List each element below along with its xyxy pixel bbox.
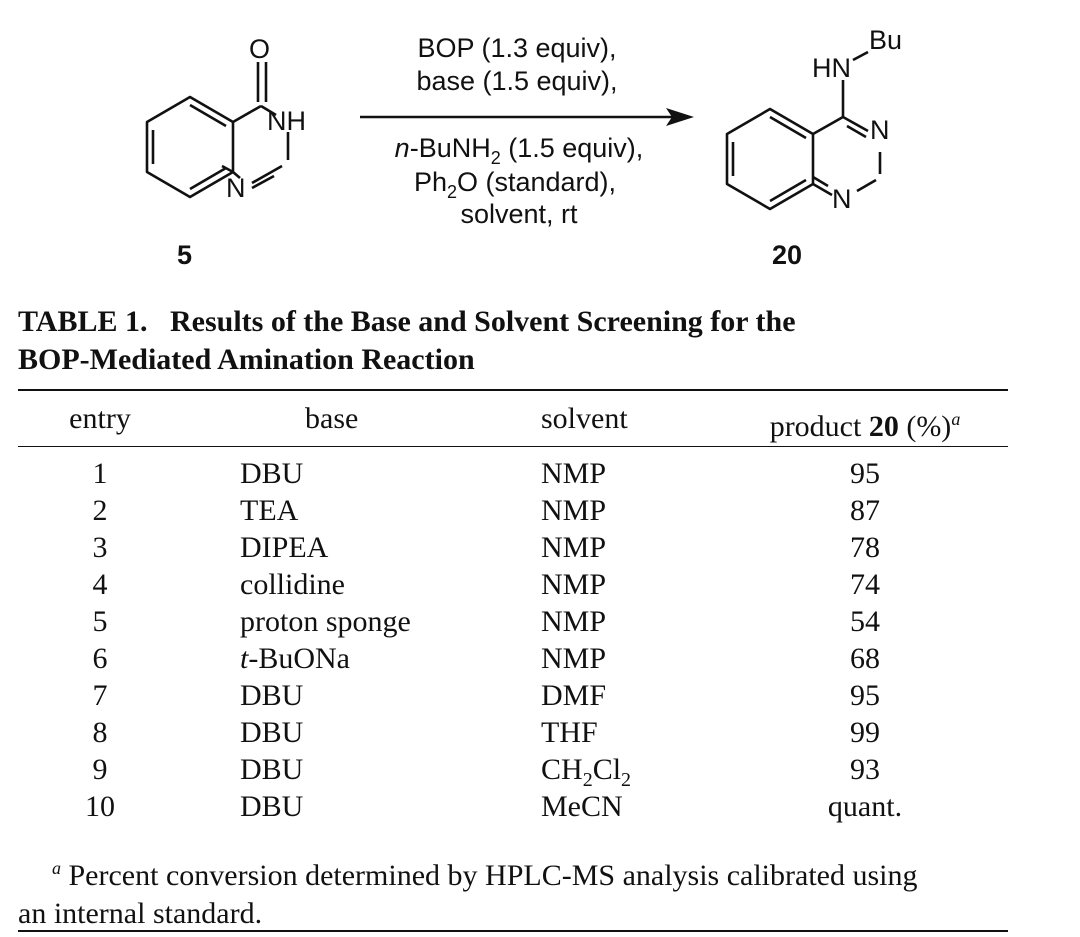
- header-entry: entry: [69, 402, 131, 435]
- header-base: base: [305, 402, 359, 435]
- header-solvent: solvent: [541, 402, 628, 435]
- reactant-label: 5: [177, 240, 193, 270]
- cell-entry: 10: [85, 790, 115, 823]
- table-row: [0, 640, 1080, 677]
- condition-line-5: solvent, rt: [460, 199, 578, 229]
- cell-base: collidine: [240, 568, 345, 601]
- cell-product: 95: [850, 679, 880, 712]
- cell-solvent: MeCN: [541, 790, 623, 823]
- table-row: [0, 603, 1080, 640]
- product-atom-n1: N: [832, 184, 852, 214]
- condition-line-3: n-BuNH$_2$ (1.5 equiv),: [394, 133, 644, 168]
- cell-solvent: NMP: [541, 531, 607, 564]
- table-title-line-2: BOP-Mediated Amination Reaction: [18, 343, 475, 376]
- product-atom-hn: HN: [812, 53, 851, 83]
- product-label: 20: [772, 240, 803, 270]
- cell-product: 87: [850, 494, 880, 527]
- table-row: [0, 677, 1080, 714]
- cell-solvent: NMP: [541, 605, 607, 638]
- condition-line-4: $Ph_2O$ (standard),: [413, 167, 617, 202]
- reaction-scheme: [0, 0, 1080, 290]
- cell-base: DIPEA: [240, 531, 329, 564]
- table-header-rule: [18, 446, 1008, 447]
- cell-entry: 5: [92, 605, 108, 638]
- product-atom-bu: Bu: [869, 25, 903, 55]
- table-top-rule: [18, 389, 1008, 391]
- cell-entry: 4: [92, 568, 108, 601]
- table-title: [18, 303, 1068, 379]
- condition-line-1: BOP (1.3 equiv),: [417, 33, 617, 63]
- table-body: [0, 455, 1080, 825]
- cell-base: proton sponge: [240, 605, 411, 638]
- cell-solvent: NMP: [541, 457, 607, 490]
- table-footnote: [18, 849, 1013, 933]
- cell-base: DBU: [240, 457, 304, 490]
- cell-base: DBU: [240, 790, 304, 823]
- cell-entry: 2: [92, 494, 108, 527]
- table-title-line-1: TABLE 1. Results of the Base and Solvent Screening for the: [18, 305, 796, 338]
- product-structure: [727, 52, 880, 209]
- cell-entry: 1: [92, 457, 108, 490]
- header-product: product 20 (%)$^a$: [769, 409, 961, 443]
- table-row: [0, 566, 1080, 603]
- cell-product: 99: [850, 716, 880, 749]
- cell-base: t-BuONa: [240, 642, 350, 675]
- table-row: [0, 455, 1080, 492]
- cell-base: TEA: [240, 494, 299, 527]
- cell-base: DBU: [240, 679, 304, 712]
- cell-product: 74: [850, 568, 880, 601]
- cell-product: 68: [850, 642, 880, 675]
- table-bottom-rule: [18, 930, 1008, 932]
- cell-product: 78: [850, 531, 880, 564]
- cell-solvent: $CH_2Cl_2$: [541, 753, 632, 791]
- reactant-atom-o: O: [249, 34, 271, 64]
- table-row: [0, 529, 1080, 566]
- table-row: [0, 492, 1080, 529]
- cell-solvent: DMF: [541, 679, 607, 712]
- reaction-arrow: [360, 108, 694, 126]
- product-atom-n3: N: [870, 115, 890, 145]
- cell-product: 54: [850, 605, 880, 638]
- cell-entry: 7: [92, 679, 108, 712]
- condition-line-2: base (1.5 equiv),: [416, 66, 618, 96]
- cell-product: 93: [850, 753, 880, 786]
- cell-product: 95: [850, 457, 880, 490]
- table-row: [0, 751, 1080, 791]
- table-row: [0, 714, 1080, 751]
- cell-product: quant.: [827, 790, 903, 823]
- cell-entry: 6: [92, 642, 108, 675]
- cell-solvent: THF: [541, 716, 598, 749]
- table-row: [0, 788, 1080, 825]
- cell-solvent: NMP: [541, 642, 607, 675]
- cell-entry: 8: [92, 716, 108, 749]
- cell-entry: 3: [92, 531, 108, 564]
- footnote-line-1: $^a$ Percent conversion determined by HPLC-MS analysis calibrated using: [52, 858, 918, 892]
- footnote-line-2: an internal standard.: [18, 897, 263, 930]
- cell-entry: 9: [92, 753, 108, 786]
- reactant-atom-n: N: [226, 173, 246, 203]
- cell-solvent: NMP: [541, 494, 607, 527]
- reactant-atom-nh: NH: [267, 106, 306, 136]
- cell-solvent: NMP: [541, 568, 607, 601]
- cell-base: DBU: [240, 716, 304, 749]
- cell-base: DBU: [240, 753, 304, 786]
